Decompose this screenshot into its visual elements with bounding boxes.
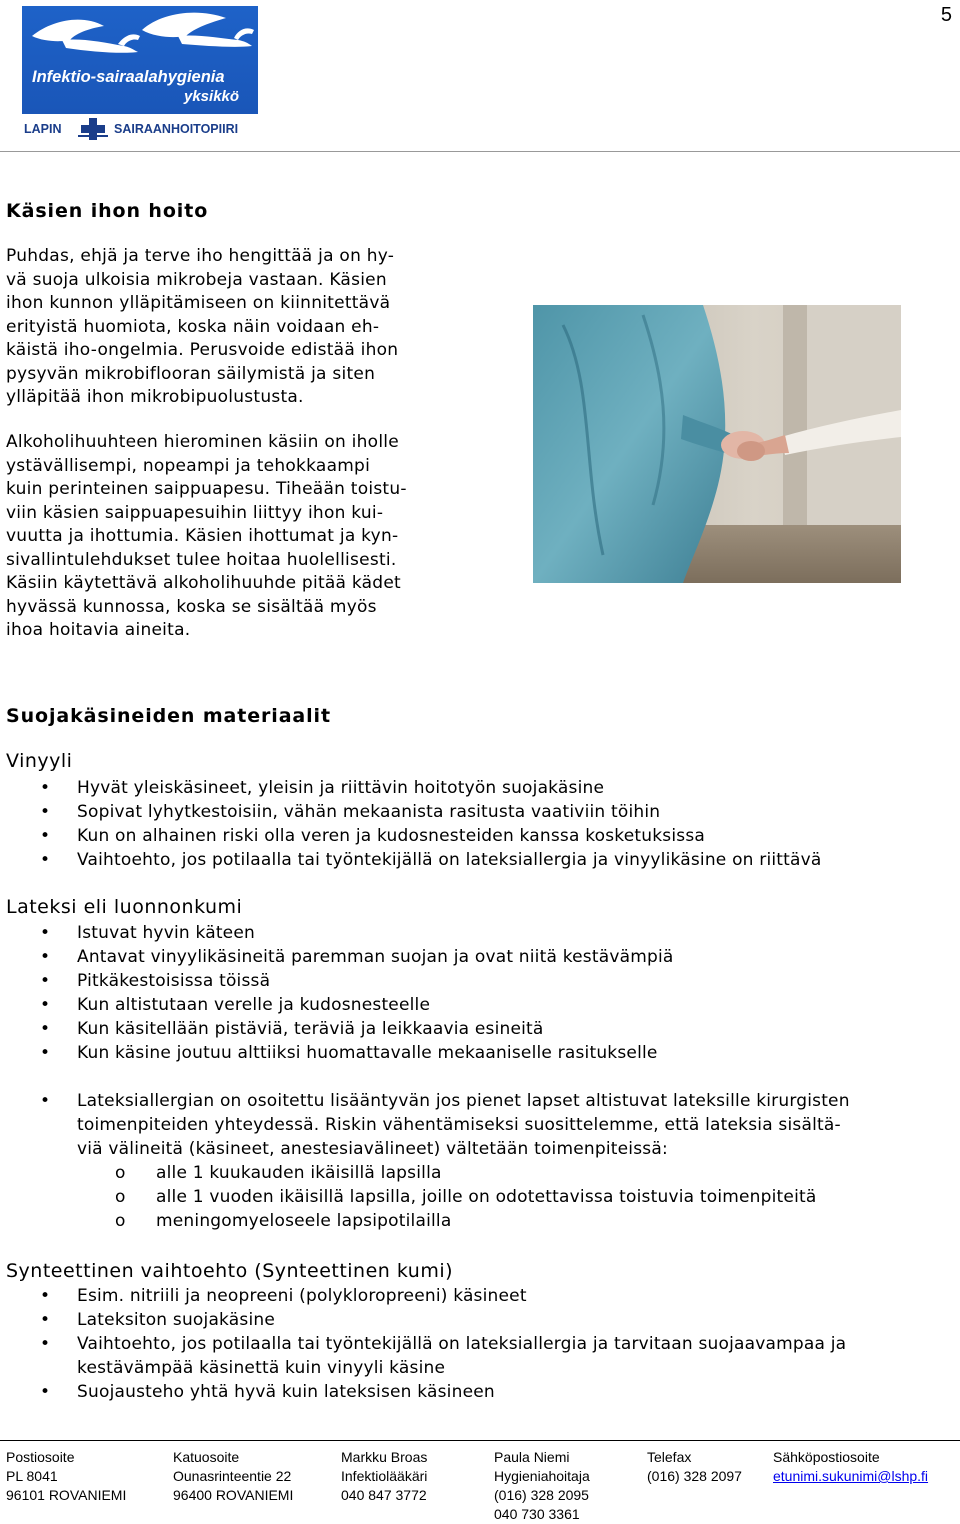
text-line: käistä iho-ongelmia. Perusvoide edistää ihon xyxy=(6,340,399,360)
footer-postal-address: Postiosoite PL 8041 96101 ROVANIEMI xyxy=(6,1449,127,1503)
latex-allergy-list xyxy=(0,1089,960,1161)
list-item: • Kun käsitellään pistäviä, teräviä ja leikkaavia esineitä xyxy=(40,1019,544,1039)
bullet-icon: • xyxy=(40,923,51,943)
list-item: • Hyvät yleiskäsineet, yleisin ja riittävin hoitotyön suojakäsine xyxy=(40,778,605,798)
list-item: • Antavat vinyylikäsineitä paremman suojan ja ovat niitä kestävämpiä xyxy=(40,947,674,967)
bullet-icon: • xyxy=(40,1286,51,1306)
logo-banner xyxy=(22,6,258,114)
circle-bullet-icon: o xyxy=(115,1163,126,1183)
logo-subtitle: yksikkö xyxy=(184,88,240,105)
list-item: • Sopivat lyhytkestoisiin, vähän mekaanista rasitusta vaativiin töihin xyxy=(40,802,661,822)
text-line: ihon kunnon ylläpitämiseen on kiinnitettävä xyxy=(6,293,391,313)
logo-right-text: SAIRAANHOITOPIIRI xyxy=(114,122,239,136)
text-line: ylläpitää ihon mikrobipuolustusta. xyxy=(6,387,304,407)
list-item: o alle 1 kuukauden ikäisillä lapsilla xyxy=(115,1163,442,1183)
paragraph-skin-protection xyxy=(6,245,454,410)
bullet-icon: • xyxy=(40,947,51,967)
hospital-district-logo xyxy=(22,6,258,140)
footer-divider xyxy=(0,1440,960,1441)
text-line: ystävällisempi, nopeampi ja tehokkaampi xyxy=(6,455,371,476)
handshake-photo xyxy=(533,305,901,583)
text-line: vä suoja ulkoisia mikrobeja vastaan. Käsien xyxy=(6,269,387,290)
list-item: o alle 1 vuoden ikäisillä lapsilla, joille on odotettavissa toistuvia toimenpiteitä xyxy=(115,1187,817,1207)
text-line: pysyvän mikrobiflooran säilymistä ja siten xyxy=(6,363,376,384)
bullet-icon: • xyxy=(40,1382,51,1402)
list-item: • Kun altistutaan verelle ja kudosnesteelle xyxy=(40,995,431,1015)
latex-list xyxy=(0,921,960,1065)
section-heading-glove-materials: Suojakäsineiden materiaalit xyxy=(6,705,331,727)
list-item: • Pitkäkestoisissa töissä xyxy=(40,971,271,991)
text-line: Puhdas, ehjä ja terve iho hengittää ja on hy- xyxy=(6,246,395,266)
cross-icon xyxy=(78,118,108,140)
vinyl-list xyxy=(0,776,960,872)
list-item: • Lateksiton suojakäsine xyxy=(40,1310,276,1330)
text-line: hyvässä kunnossa, koska se sisältää myös xyxy=(6,596,377,617)
bullet-icon: • xyxy=(40,1091,51,1111)
bullet-icon: • xyxy=(40,995,51,1015)
bullet-icon: • xyxy=(40,802,51,822)
header-divider xyxy=(0,151,960,152)
page-footer xyxy=(0,1440,960,1520)
swans-icon xyxy=(22,6,258,68)
list-item: • Lateksiallergian on osoitettu lisääntyvän jos pienet lapset altistuvat lateksille kirurgisten toimenpiteiden yhteydessä. Riskin vähentämiseksi suosittelemme, että lateksia sisältä- viä välineitä (käsineet, anestesiavälineet) vältetään toimenpiteissä: xyxy=(40,1091,850,1159)
section-heading-hand-care: Käsien ihon hoito xyxy=(6,200,209,222)
bullet-icon: • xyxy=(40,1334,51,1354)
footer-street-address: Katuosoite Ounasrinteentie 22 96400 ROVANIEMI xyxy=(173,1449,294,1503)
footer-telefax: Telefax (016) 328 2097 xyxy=(647,1449,742,1484)
logo-left-text: LAPIN xyxy=(24,122,62,136)
list-item: • Istuvat hyvin käteen xyxy=(40,923,255,943)
list-item: • Kun on alhainen riski olla veren ja kudosnesteiden kanssa kosketuksissa xyxy=(40,826,706,846)
bullet-icon: • xyxy=(40,1310,51,1330)
list-item: • Suojausteho yhtä hyvä kuin lateksisen käsineen xyxy=(40,1382,495,1402)
bullet-icon: • xyxy=(40,850,51,870)
footer-email: Sähköpostiosoite etunimi.sukunimi@lshp.fi xyxy=(773,1449,929,1484)
text-line: vuutta ja ihottumia. Käsien ihottumat ja kyn- xyxy=(6,526,399,546)
list-item: • Esim. nitriili ja neopreeni (polykloropreeni) käsineet xyxy=(40,1286,527,1306)
text-line: Käsiin käytettävä alkoholihuuhde pitää kädet xyxy=(6,573,401,593)
bullet-icon: • xyxy=(40,971,51,991)
paragraph-alcohol-rub xyxy=(6,431,454,643)
text-line: ihoa hoitavia aineita. xyxy=(6,620,191,640)
footer-contact-nurse: Paula Niemi Hygieniahoitaja (016) 328 2095 040 730 3361 xyxy=(494,1449,590,1522)
list-item: • Kun käsine joutuu alttiiksi huomattavalle mekaaniselle rasitukselle xyxy=(40,1043,658,1063)
list-item: • Vaihtoehto, jos potilaalla tai työntekijällä on lateksiallergia ja tarvitaan suojaavampaa ja kestävämpää käsinettä kuin vinyyli käsine xyxy=(40,1334,847,1378)
bullet-icon: • xyxy=(40,1043,51,1063)
logo-title: Infektio-sairaalahygienia xyxy=(32,68,225,86)
text-line: erityistä huomiota, koska näin voidaan eh- xyxy=(6,316,380,337)
page-number: 5 xyxy=(940,4,952,26)
list-item: • Vaihtoehto, jos potilaalla tai työntekijällä on lateksiallergia ja vinyylikäsine on riittävä xyxy=(40,850,822,870)
list-item: o meningomyeloseele lapsipotilailla xyxy=(115,1211,452,1231)
footer-contact-physician: Markku Broas Infektiolääkäri 040 847 3772 xyxy=(341,1449,428,1503)
email-link[interactable]: etunimi.sukunimi@lshp.fi xyxy=(773,1468,929,1484)
synthetic-list xyxy=(0,1284,960,1404)
logo-bottom-bar xyxy=(24,118,260,140)
circle-bullet-icon: o xyxy=(115,1187,126,1207)
bullet-icon: • xyxy=(40,1019,51,1039)
text-line: kuin perinteinen saippuapesu. Tiheään toistu- xyxy=(6,479,407,499)
subheading-synthetic: Synteettinen vaihtoehto (Synteettinen kumi) xyxy=(6,1260,454,1282)
subheading-latex: Lateksi eli luonnonkumi xyxy=(6,896,243,918)
text-line: Alkoholihuuhteen hierominen käsiin on iholle xyxy=(6,432,399,452)
latex-sub-list xyxy=(0,1161,960,1233)
text-line: viin käsien saippuapesuihin liittyy ihon kui- xyxy=(6,502,384,523)
text-line: sivallintulehdukset tulee hoitaa huolellisesti. xyxy=(6,549,397,570)
bullet-icon: • xyxy=(40,826,51,846)
circle-bullet-icon: o xyxy=(115,1211,126,1231)
bullet-icon: • xyxy=(40,778,51,798)
subheading-vinyl: Vinyyli xyxy=(6,750,73,772)
